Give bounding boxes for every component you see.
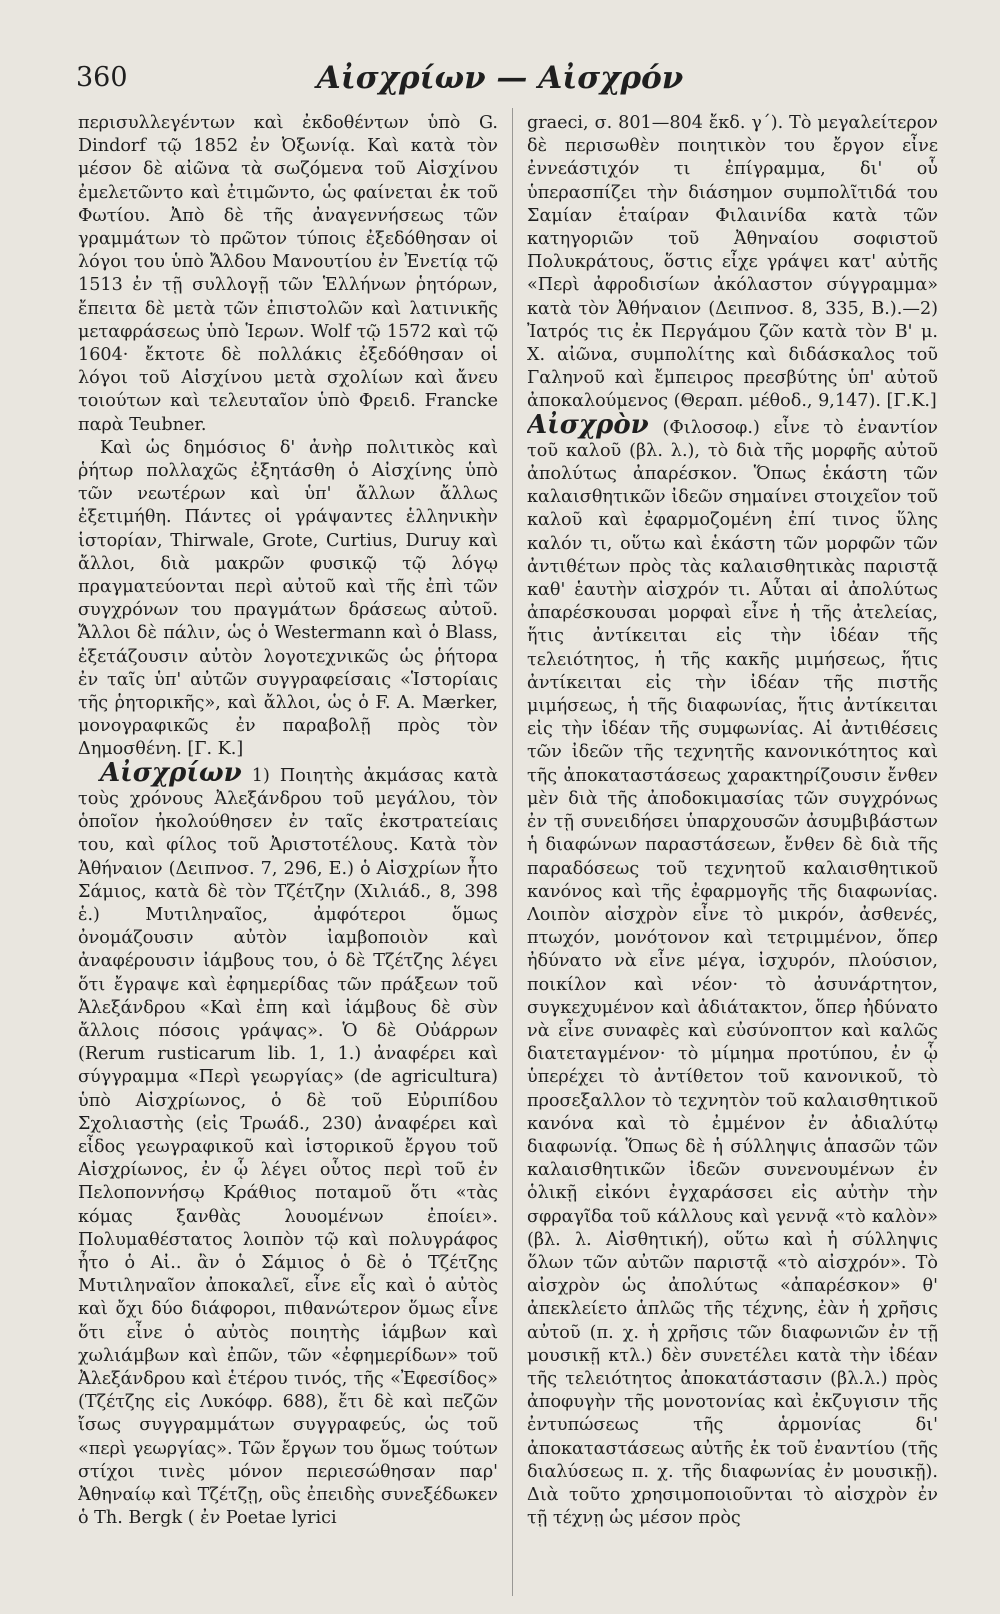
entry-headword: Αἰσχρὸν [527, 409, 649, 440]
entry-text: 1) Ποιητὴς ἀκμάσας κατὰ τοὺς χρόνους Ἀλεξάνδρου τοῦ μεγάλου, τὸν ὁποῖον ἠκολούθησεν ἐν ταῖς ἐκστρατείαις του, καὶ φίλος τοῦ Ἀριστοτέλους. Κατὰ τὸν Ἀθήναιον (Δειπνοσ. 7, 296, Ε.) ὁ Αἰσχρίων ἦτο Σάμιος, κατὰ δὲ τὸν Τζέτζην (Χιλιάδ., 8, 398 ἑ.) Μυτιληναῖος, ἀμφότεροι ὅμως ὀνομάζουσιν αὐτὸν ἰαμβοποιὸν καὶ ἀναφέρουσιν ἰάμβους του, ὁ δὲ Τζέτζης λέγει ὅτι ἔγραψε καὶ ἐφημερίδας τῶν πράξεων τοῦ Ἀλεξάνδρου «Καὶ ἐπη καὶ ἰάμβους δὲ σὺν ἄλλοις πόσοις γράψας». Ὁ δὲ Οὐάρρων (Rerum rusticarum lib. 1, 1.) ἀναφέρει καὶ σύγγραμμα «Περὶ γεωργίας» (de agricultura) ὑπὸ Αἰσχρίωνος, ὁ δὲ τοῦ Εὐριπίδου Σχολιαστὴς (εἰς Τρωάδ., 230) ἀναφέρει καὶ εἶδος γεωγραφικοῦ καὶ ἱστορικοῦ ἔργου τοῦ Αἰσχρίωνος, ἐν ᾧ λέγει οὗτος περὶ τοῦ ἐν Πελοποννήσῳ Κράθιος ποταμοῦ ὅτι «τὰς κόμας ξανθὰς λουομένων ἐποίει». Πολυμαθέστατος λοιπὸν τῷ καὶ πολυγράφος ἦτο ὁ Αἰ.. ἂν ὁ Σάμιος ὁ δὲ ὁ Τζέτζης Μυτιληναῖον ἀποκαλεῖ, εἶνε εἷς καὶ ὁ αὐτὸς καὶ ὄχι δύο διάφοροι, πιθανώτερον ὅμως εἶνε ὅτι εἶνε ὁ αὐτὸς ποιητὴς ἰάμβων καὶ χωλιάμβων καὶ ἐπῶν, τῶν «ἐφημερίδων» τοῦ Ἀλεξάνδρου καὶ ἑτέρου τινός, τῆς «Ἐφεσίδος» (Τζέτζης εἰς Λυκόφρ. 688), ἔτι δὲ καὶ πεζῶν ἴσως συγγραμμάτων συγγραφεύς, ὡς τοῦ «περὶ γεωργίας». Τῶν ἔργων του ὅμως τούτων στίχοι τινὲς μόνον περιεσώθησαν παρ' Ἀθηναίῳ καὶ Τζέτζῃ, οὓς ἐπειδὴς συνεξέδωκεν ὁ Th. Bergk ( ἐν Poetae lyrici [78, 765, 498, 1529]
running-title: Αἰσχρίων — Αἰσχρόν [316, 60, 684, 96]
entry [78, 757, 498, 1531]
page-number: 360 [76, 62, 128, 93]
entry-text: (Φιλοσοφ.) εἶνε τὸ ἐναντίον τοῦ καλοῦ (βλ. λ.), τὸ διὰ τῆς μορφῆς αὐτοῦ ἀπολύτως ἀπαρέσκον. Ὅπως ἑκάστη τῶν καλαισθητικῶν ἰδεῶν σημαίνει στοιχεῖον τοῦ καλοῦ καὶ ἐφαρμοζομένη ἐπί τινος ὕλης καλόν τι, οὕτω καὶ ἑκάστη τῶν μορφῶν τῶν ἀντιθέτων πρὸς τὰς καλαισθητικὰς παριστᾷ καθ' ἑαυτὴν αἰσχρόν τι. Αὗται αἱ ἀπολύτως ἀπαρέσκουσαι μορφαὶ εἶνε ἡ τῆς ἀτελείας, ἥτις ἀντίκειται εἰς τὴν ἰδέαν τῆς τελειότητος, ἡ τῆς κακῆς μιμήσεως, ἥτις ἀντίκειται εἰς τὴν ἰδέαν τῆς πιστῆς μιμήσεως, ἡ τῆς διαφωνίας, ἥτις ἀντίκειται εἰς τὴν ἰδέαν τῆς συμφωνίας. Αἱ ἀντιθέσεις τῶν ἰδεῶν τῆς τεχνητῆς κανονικότητος καὶ τῆς ἀποκαταστάσεως χαρακτηρίζουσιν ἔνθεν μὲν διὰ τῆς ἀποδοκιμασίας τῶν συγχρόνως ἐν τῇ συνειδήσει ὑπαρχουσῶν ἀσυμβιβάστων ἡ διαφώνων παραστάσεων, ἔνθεν δὲ διὰ τῆς παραδόσεως τοῦ τεχνητοῦ καλαισθητικοῦ κανόνος καὶ τῆς ἐφαρμογῆς τῆς διαφωνίας. Λοιπὸν αἰσχρὸν εἶνε τὸ μικρόν, ἀσθενές, πτωχόν, μονότονον καὶ τετριμμένον, ὅπερ ἠδύνατο νὰ εἶνε μέγα, ἰσχυρόν, πλούσιον, ποικίλον καὶ νέον· τὸ ἀσυνάρτητον, συγκεχυμένον καὶ ἀδιάτακτον, ὅπερ ἠδύνατο νὰ εἶνε συναφὲς καὶ εὐσύνοπτον καὶ καλῶς διατεταγμένον· τὸ μίμημα προτύπου, ἐν ᾧ ὑπερέχει τὸ ἀντίθετον τοῦ κανονικοῦ, τὸ προσεξαλλον τὸ τεχνητὸν τοῦ καλαισθητικοῦ κανόνα καὶ τὸ ἐμμένον ἐν ἀδιαλύτῳ διαφωνίᾳ. Ὅπως δὲ ἡ σύλληψις ἁπασῶν τῶν καλαισθητικῶν ἰδεῶν συνενουμένων ἐν ὁλικῇ εἰκόνι ἐγχαράσσει εἰς αὐτὴν τὴν σφραγῖδα τοῦ κάλλους καὶ γεννᾷ «τὸ καλὸν» (βλ. λ. Αἰσθητική), οὕτω καὶ ἡ σύλληψις ὅλων τῶν αὐτῶν παριστᾷ «τὸ αἰσχρόν». Τὸ αἰσχρὸν ὡς ἀπολύτως «ἀπαρέσκον» θ' ἀπεκλείετο ἁπλῶς τῆς τέχνης, ἐὰν ἡ χρῆσις αὐτοῦ (π. χ. ἡ χρῆσις τῶν διαφωνιῶν ἐν τῇ μουσικῇ κτλ.) δὲν συνετέλει κατὰ τὴν ἰδέαν τῆς τελειότητος ἀποκατάστασιν (βλ.λ.) πρὸς ἀποφυγὴν τῆς μονοτονίας καὶ ἐκζυγισιν τῆς ἐντυπώσεως τῆς ἁρμονίας δι' ἀποκαταστάσεως αὐτῆς ἐκ τοῦ ἐναντίου (τῆς διαλύσεως π. χ. τῆς διαφωνίας ἐν μουσικῇ). Διὰ τοῦτο χρησιμοποιοῦνται τὸ αἰσχρὸν ἐν τῇ τέχνῃ ὡς μέσον πρὸς [527, 417, 938, 1529]
paragraph: περισυλλεγέντων καὶ ἐκδοθέντων ὑπὸ G. Dindorf τῷ 1852 ἐν Ὀξωνίᾳ. Καὶ κατὰ τὸν μέσον δὲ αἰῶνα τὰ σωζόμενα τοῦ Αἰσχίνου ἐμελετῶντο καὶ ἐτιμῶντο, ὡς φαίνεται ἐκ τοῦ Φωτίου. Ἀπὸ δὲ τῆς ἀναγεννήσεως τῶν γραμμάτων τὸ πρῶτον τύποις ἐξεδόθησαν οἱ λόγοι του ὑπὸ Ἄλδου Μανουτίου ἐν Ἐνετίᾳ τῷ 1513 ἐν τῇ συλλογῇ τῶν Ἑλλήνων ῥητόρων, ἔπειτα δὲ μετὰ τῶν ἐπιστολῶν καὶ λατινικῆς μεταφράσεως ὑπὸ Ἱερων. Wolf τῷ 1572 καὶ τῷ 1604· ἔκτοτε δὲ πολλάκις ἐξεδόθησαν οἱ λόγοι τοῦ Αἰσχίνου μετὰ σχολίων καὶ ἄνευ τοιούτων καὶ τελευταῖον ὑπὸ Φρειδ. Francke παρὰ Teubner. [78, 113, 498, 435]
column-divider [512, 108, 513, 1596]
page-header [0, 58, 1000, 102]
entry [527, 409, 938, 1531]
paragraph: Καὶ ὡς δημόσιος δ' ἀνὴρ πολιτικὸς καὶ ῥήτωρ πολλαχῶς ἐξητάσθη ὁ Αἰσχίνης ὑπὸ τῶν νεωτέρων καὶ ὑπ' ἄλλων ἄλλως ἐξετιμήθη. Πάντες οἱ γράψαντες ἑλληνικὴν ἱστορίαν, Thirwale, Grote, Curtius, Duruy καὶ ἄλλοι, διὰ μακρῶν φυσικῷ τῷ λόγῳ πραγματεύονται περὶ αὐτοῦ καὶ τῆς ἐπὶ τῶν συγχρόνων του πραγμάτων δράσεως αὐτοῦ. Ἄλλοι δὲ πάλιν, ὡς ὁ Westermann καὶ ὁ Blass, ἐξετάζουσιν αὐτὸν λογοτεχνικῶς ὡς ῥήτορα ἐν ταῖς ὑπ' αὐτῶν συγγραφείσαις «Ἱστορίαις τῆς ῥητορικῆς», καὶ ἄλλοι, ὡς ὁ F. A. Mærker, μονογραφικῶς ἐν παραβολῇ πρὸς τὸν Δημοσθένη. [Γ. Κ.] [78, 437, 498, 760]
left-column [78, 112, 498, 1592]
paragraph: graeci, σ. 801—804 ἔκδ. γ΄). Τὸ μεγαλείτερον δὲ περισωθὲν ποιητικὸν του ἔργον εἶνε ἐννεάστιχόν τι ἐπίγραμμα, δι' οὗ ὑπερασπίζει τὴν διάσημον συμπολῖτιδά του Σαμίαν ἑταίραν Φιλαινίδα κατὰ τῶν κατηγοριῶν τοῦ Ἀθηναίου σοφιστοῦ Πολυκράτους, ὅστις εἶχε γράψει κατ' αὐτῆς «Περὶ ἀφροδισίων ἀκόλαστον σύγγραμμα» κατὰ τὸν Ἀθήναιον (Δειπνοσ. 8, 335, Β.).—2) Ἰατρός τις ἐκ Περγάμου ζῶν κατὰ τὸν Β' μ. Χ. αἰῶνα, συμπολίτης καὶ διδάσκαλος τοῦ Γαληνοῦ καὶ ἔμπειρος πρεσβύτης ὑπ' αὐτοῦ ἀποκαλούμενος (Θεραπ. μέθοδ., 9,147). [Γ.Κ.] [527, 113, 938, 412]
entry-headword: Αἰσχρίων [100, 757, 242, 788]
right-column [527, 112, 938, 1592]
